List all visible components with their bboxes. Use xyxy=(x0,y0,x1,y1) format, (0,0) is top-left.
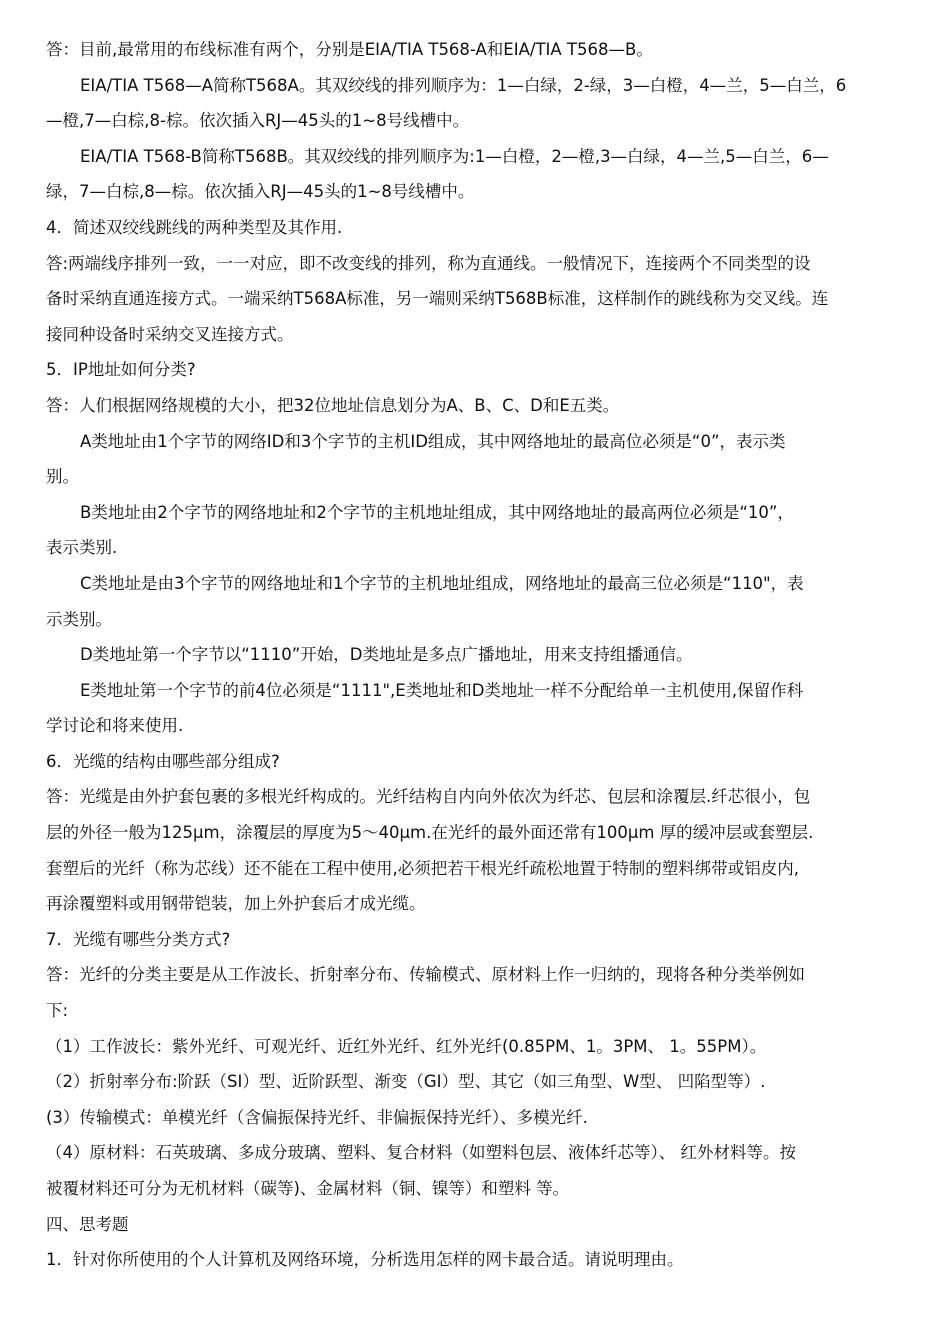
text-line: 再涂覆塑料或用钢带铠装，加上外护套后才成光缆。 xyxy=(46,894,426,914)
text-line: C类地址是由3个字节的网络地址和1个字节的主机地址组成，网络地址的最高三位必须是“110"，表 xyxy=(80,573,804,593)
text-line: E类地址第一个字节的前4位必须是“1111",E类地址和D类地址一样不分配给单一主机使用,保留作科 xyxy=(80,680,804,700)
text-line: EIA/TIA T568-B简称T568B。其双绞线的排列顺序为:1—白橙，2—橙,3—白绿，4—兰,5—白兰，6— xyxy=(80,146,829,166)
text-line: EIA/TIA T568—A简称T568A。其双绞线的排列顺序为：1—白绿，2-绿，3—白橙，4—兰，5—白兰，6 xyxy=(80,75,847,95)
text-line: 答：光纤的分类主要是从工作波长、折射率分布、传输模式、原材料上作一归纳的，现将各种分类举例如 xyxy=(46,965,805,985)
text-line: B类地址由2个字节的网络地址和2个字节的主机地址组成，其中网络地址的最高两位必须是“10”， xyxy=(80,502,794,522)
text-line: 示类别。 xyxy=(46,609,112,629)
text-line: 学讨论和将来使用. xyxy=(46,716,184,736)
text-line: —橙,7—白棕,8-棕。依次插入RJ—45头的1~8号线槽中。 xyxy=(46,111,470,131)
text-line: 答:两端线序排列一致，一一对应，即不改变线的排列，称为直通线。一般情况下，连接两个不同类型的设 xyxy=(46,253,811,273)
text-line: D类地址第一个字节以“1110”开始，D类地址是多点广播地址，用来支持组播通信。 xyxy=(80,645,693,665)
text-line: （4）原材料：石英玻璃、多成分玻璃、塑料、复合材料（如塑料包层、液体纤芯等）、 红外材料等。按 xyxy=(46,1143,796,1163)
text-line: 下: xyxy=(46,1001,69,1021)
text-line: 四、思考题 xyxy=(46,1214,129,1234)
text-line: 7．光缆有哪些分类方式? xyxy=(46,929,231,949)
text-line: 答：目前,最常用的布线标准有两个，分别是EIA/TIA T568-A和EIA/TIA T568—B。 xyxy=(46,40,653,59)
text-line: 4．简述双绞线跳线的两种类型及其作用. xyxy=(46,217,343,237)
text-line: A类地址由1个字节的网络ID和3个字节的主机ID组成，其中网络地址的最高位必须是“0”，表示类 xyxy=(80,431,786,451)
text-line: （2）折射率分布:阶跃（SI）型、近阶跃型、渐变（GI）型、其它（如三角型、W型、 凹陷型等）. xyxy=(46,1072,766,1092)
text-line: 表示类别. xyxy=(46,538,118,558)
text-line: 接同种设备时采纳交叉连接方式。 xyxy=(46,324,294,344)
text-line: 答：光缆是由外护套包裹的多根光纤构成的。光纤结构自内向外依次为纤芯、包层和涂覆层.纤芯很小，包 xyxy=(46,787,811,807)
text-line: （1）工作波长：紫外光纤、可观光纤、近红外光纤、红外光纤(0.85PM、1。3PM、 1。55PM）。 xyxy=(46,1036,767,1056)
text-line: 套塑后的光纤（称为芯线）还不能在工程中使用,必须把若干根光纤疏松地置于特制的塑料绑带或铝皮内, xyxy=(46,858,799,878)
text-line: 绿，7—白棕,8—棕。依次插入RJ—45头的1~8号线槽中。 xyxy=(46,182,475,202)
text-line: 别。 xyxy=(46,467,79,487)
text-line: 备时采纳直通连接方式。一端采纳T568A标准，另一端则采纳T568B标准，这样制作的跳线称为交叉线。连 xyxy=(46,289,829,309)
text-line: (3）传输模式：单模光纤（含偏振保持光纤、非偏振保持光纤）、多模光纤. xyxy=(46,1107,588,1127)
text-line: 答：人们根据网络规模的大小，把32位地址信息划分为A、B、C、D和E五类。 xyxy=(46,395,620,415)
text-line: 层的外径一般为125μm，涂覆层的厚度为5～40μm.在光纤的最外面还常有100μm 厚的缓冲层或套塑层. xyxy=(46,823,814,843)
text-line: 被覆材料还可分为无机材料（碳等)、金属材料（铜、镍等）和塑料 等。 xyxy=(46,1179,570,1198)
text-line: 6．光缆的结构由哪些部分组成? xyxy=(46,751,280,771)
text-line: 1．针对你所使用的个人计算机及网络环境，分析选用怎样的网卡最合适。请说明理由。 xyxy=(46,1250,684,1270)
text-line: 5．IP地址如何分类? xyxy=(46,360,196,380)
